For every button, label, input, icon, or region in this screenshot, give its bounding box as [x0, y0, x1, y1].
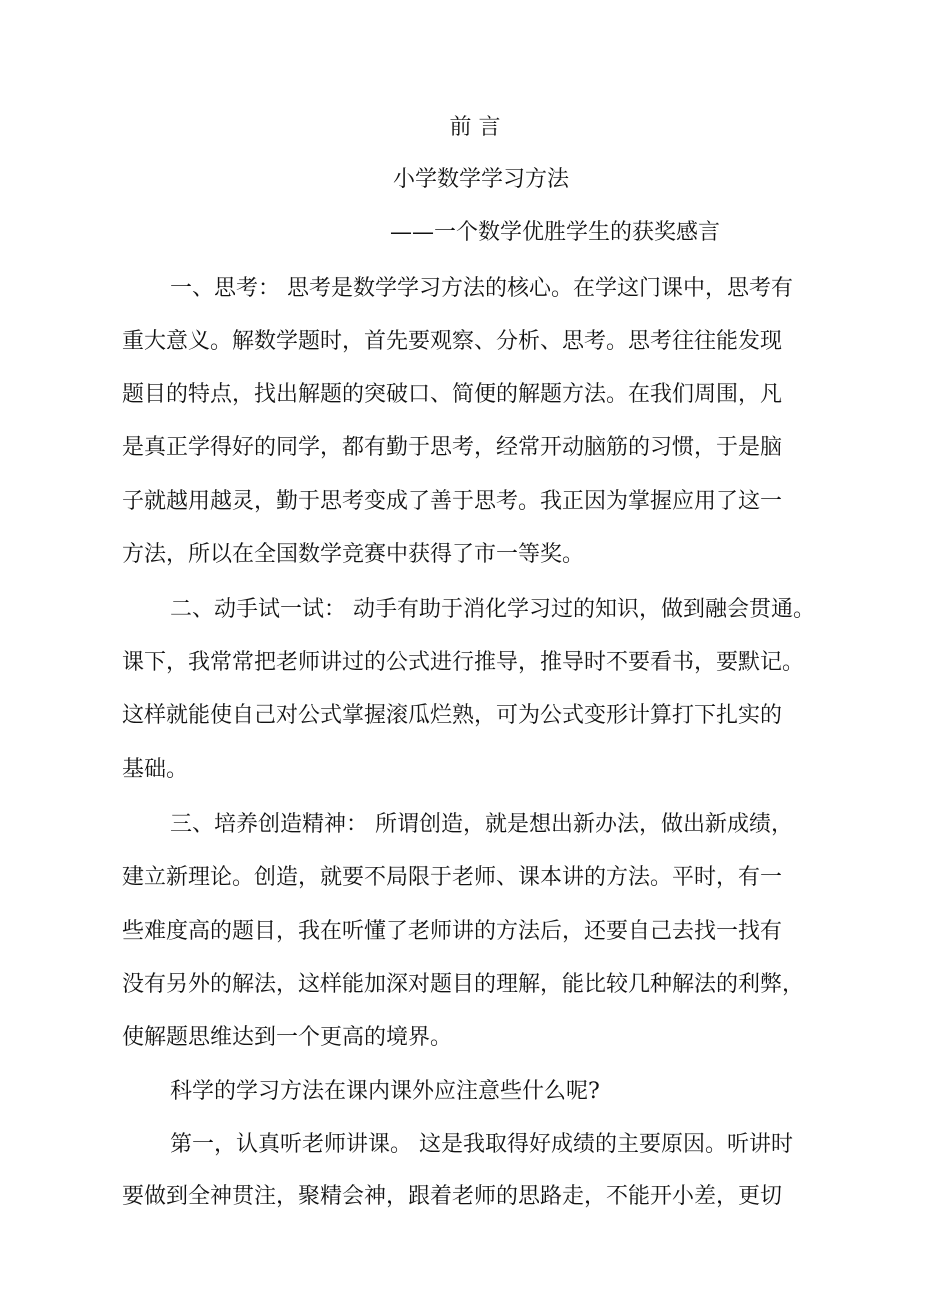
heading: 前 言 — [449, 115, 501, 140]
paragraph-line: 使解题思维达到一个更高的境界。 — [122, 1025, 453, 1050]
paragraph-line: 要做到全神贯注，聚精会神，跟着老师的思路走，不能开小差，更切 — [122, 1184, 783, 1209]
paragraph-line: 重大意义。解数学题时，首先要观察、分析、思考。思考往往能发现 — [122, 329, 783, 354]
paragraph-line: 三、培养创造精神： 所谓创造，就是想出新办法，做出新成绩， — [170, 812, 793, 837]
paragraph-line: 课下，我常常把老师讲过的公式进行推导，推导时不要看书，要默记。 — [122, 650, 805, 675]
paragraph-line: 建立新理论。创造，就要不局限于老师、课本讲的方法。平时，有一 — [122, 865, 783, 890]
document-subtitle: ——一个数学优胜学生的获奖感言 — [390, 220, 721, 245]
document-title: 小学数学学习方法 — [392, 167, 569, 192]
paragraph-line: 二、动手试一试： 动手有助于消化学习过的知识，做到融会贯通。 — [170, 597, 815, 622]
paragraph-line: 些难度高的题目，我在听懂了老师讲的方法后，还要自己去找一找有 — [122, 919, 783, 944]
paragraph-line: 一、思考： 思考是数学学习方法的核心。在学这门课中，思考有 — [170, 276, 793, 301]
paragraph-line: 子就越用越灵，勤于思考变成了善于思考。我正因为掌握应用了这一 — [122, 489, 783, 514]
paragraph-line: 第一，认真听老师讲课。 这是我取得好成绩的主要原因。听讲时 — [170, 1132, 793, 1157]
paragraph-line: 基础。 — [122, 757, 189, 782]
paragraph-line: 这样就能使自己对公式掌握滚瓜烂熟，可为公式变形计算打下扎实的 — [122, 703, 783, 728]
paragraph-line: 没有另外的解法，这样能加深对题目的理解，能比较几种解法的利弊， — [122, 972, 805, 997]
paragraph-line: 科学的学习方法在课内课外应注意些什么呢? — [170, 1079, 600, 1104]
paragraph-line: 题目的特点，找出解题的突破口、简便的解题方法。在我们周围，凡 — [122, 382, 783, 407]
paragraph-line: 是真正学得好的同学，都有勤于思考，经常开动脑筋的习惯，于是脑 — [122, 435, 783, 460]
paragraph-line: 方法，所以在全国数学竞赛中获得了市一等奖。 — [122, 542, 585, 567]
